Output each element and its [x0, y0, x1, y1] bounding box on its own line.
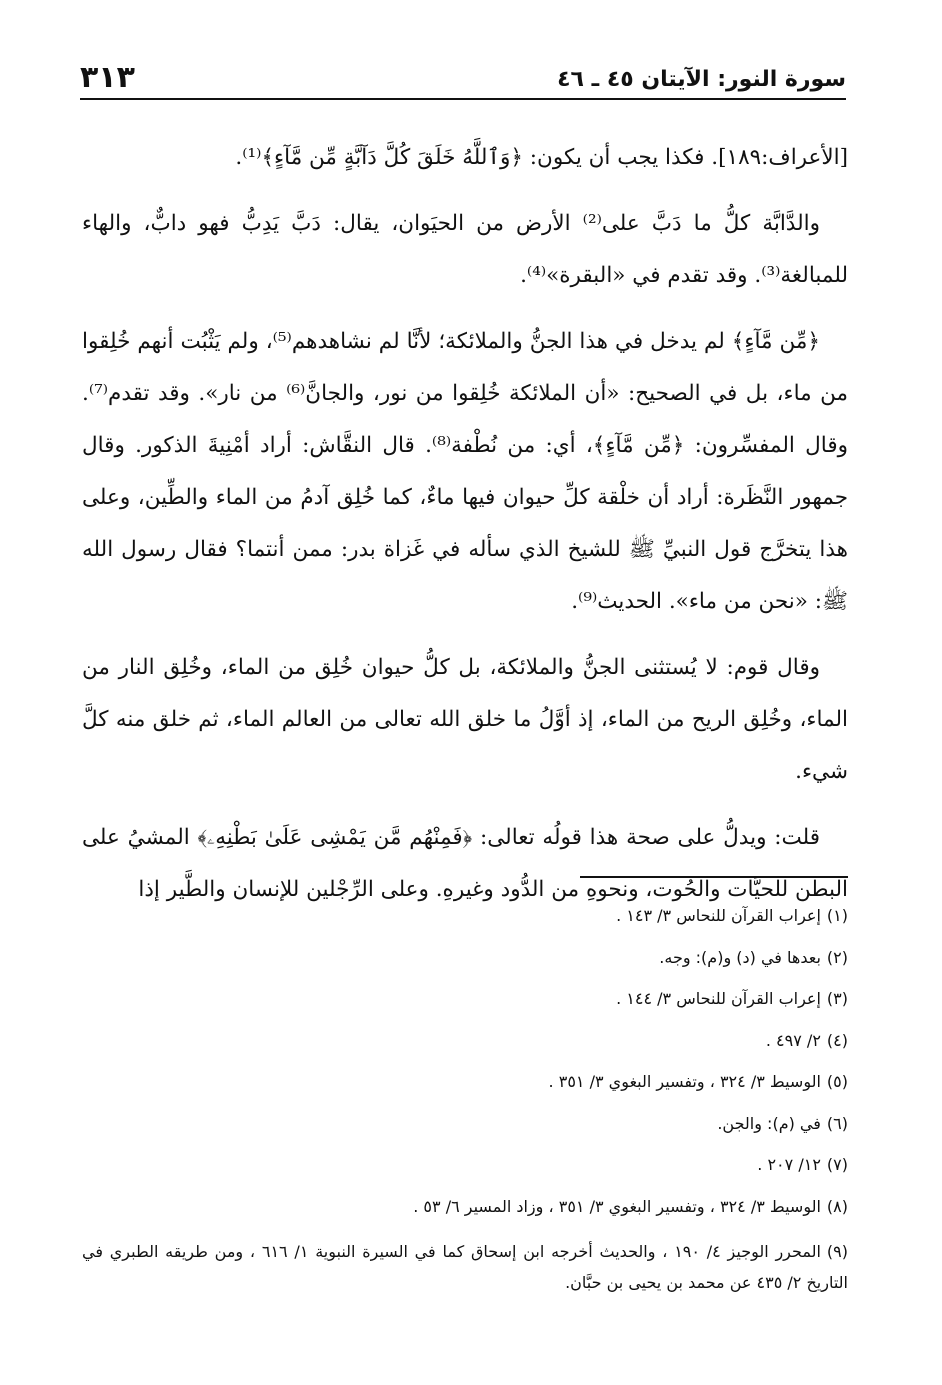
- footnote-item: [82, 1195, 848, 1218]
- footnote-text: الوسيط ٣/ ٣٢٤ ، وتفسير البغوي ٣/ ٣٥١ ، وزاد المسير ٦/ ٥٣ .: [413, 1196, 821, 1216]
- footnote-number: (٣): [826, 989, 848, 1008]
- surah-title: سورة النور: الآيتان ٤٥ ـ ٤٦: [557, 67, 846, 92]
- footnote-item: [82, 1029, 848, 1052]
- main-text: [82, 132, 848, 930]
- footnote-text: المحرر الوجيز ٤/ ١٩٠ ، والحديث أخرجه ابن إسحاق كما في السيرة النبوية ١/ ٦١٦ ، ومن طريقه الطبري في التاريخ ٢/ ٤٣٥ عن محمد بن يحيى بن حبَّان.: [82, 1242, 848, 1292]
- footnote-item: [82, 904, 848, 927]
- footnote-number: (٧): [826, 1155, 848, 1174]
- footnote-number: (٤): [826, 1030, 848, 1050]
- paragraph: [الأعراف:١٨٩]. فكذا يجب أن يكون: ﴿وَٱللَّهُ خَلَقَ كُلَّ دَآبَّةٍ مِّن مَّآءٍ﴾⁽¹⁾.: [235, 145, 848, 170]
- footnote-text: ١٢/ ٢٠٧ .: [757, 1155, 821, 1174]
- footnote-text: إعراب القرآن للنحاس ٣/ ١٤٤ .: [616, 989, 821, 1008]
- footnote-text: إعراب القرآن للنحاس ٣/ ١٤٣ .: [616, 906, 821, 925]
- paragraph: ﴿مِّن مَّآءٍ﴾ لم يدخل في هذا الجنُّ والملائكة؛ لأنَّا لم نشاهدهم⁽⁵⁾، ولم يَثْبُت أنهم خُلِقوا من ماء، بل في الصحيح: «أن الملائكة خُلِقوا من نور، والجانَّ⁽⁶⁾ من نار». وقد تقدم⁽⁷⁾. وقال المفسِّرون: ﴿مِّن مَّآءٍ﴾، أي: من نُطْفة⁽⁸⁾. قال النقَّاش: أراد أمْنِيةَ الذكور. وقال جمهور النَّظَرة: أراد أن خلْقة كلِّ حيوان فيها ماءٌ، كما خُلِق آدمُ من الماء والطِّين، وعلى هذا يتخرَّج قول النبيِّ ﷺ للشيخ الذي سأله في غَزاة بدر: ممن أنتما؟ فقال رسول الله ﷺ: «نحن من ماء». الحديث⁽⁹⁾.: [82, 329, 848, 614]
- footnote-item: [82, 946, 848, 969]
- footnote-text: في (م): والجن.: [717, 1113, 821, 1133]
- footnote-divider: [580, 876, 848, 878]
- page-header: [80, 58, 846, 100]
- footnote-item: [82, 1236, 848, 1298]
- footnote-number: (٩): [826, 1242, 848, 1261]
- footnote-number: (٨): [826, 1196, 848, 1216]
- footnote-item: [82, 1153, 848, 1176]
- footnote-text: بعدها في (د) و(م): وجه.: [659, 947, 821, 967]
- footnote-item: [82, 1070, 848, 1093]
- paragraph: قلت: ويدلُّ على صحة هذا قولُه تعالى: ﴿فَمِنْهُم مَّن يَمْشِى عَلَىٰ بَطْنِهِۦ﴾ المشيُ على البطن للحيَّات والحُوت، ونحوهِ من الدُّود وغيرهِ. وعلى الرِّجْلين للإنسان والطَّير إذا: [82, 825, 848, 902]
- paragraph: وقال قوم: لا يُستثنى الجنُّ والملائكة، بل كلُّ حيوان خُلِق من الماء، وخُلِق النار من الماء، وخُلِق الريح من الماء، إذ أوَّلُ ما خلق الله تعالى من العالم الماء، ثم خلق منه كلَّ شيء.: [82, 655, 848, 784]
- footnotes: [82, 904, 848, 1298]
- footnote-text: الوسيط ٣/ ٣٢٤ ، وتفسير البغوي ٣/ ٣٥١ .: [548, 1072, 821, 1091]
- footnote-number: (٢): [826, 947, 848, 967]
- footnote-text: ٢/ ٤٩٧ .: [765, 1030, 821, 1050]
- footnote-number: (٥): [826, 1072, 848, 1091]
- page-number: ٣١٣: [80, 60, 135, 95]
- footnote-item: [82, 1112, 848, 1135]
- footnote-number: (٦): [826, 1113, 848, 1133]
- footnote-item: [82, 987, 848, 1010]
- footnote-number: (١): [826, 906, 848, 925]
- paragraph: والدَّابَّة كلُّ ما دَبَّ على⁽²⁾ الأرض من الحيَوان، يقال: دَبَّ يَدِبُّ فهو دابٌّ، والهاء للمبالغة⁽³⁾. وقد تقدم في «البقرة»⁽⁴⁾.: [82, 211, 848, 288]
